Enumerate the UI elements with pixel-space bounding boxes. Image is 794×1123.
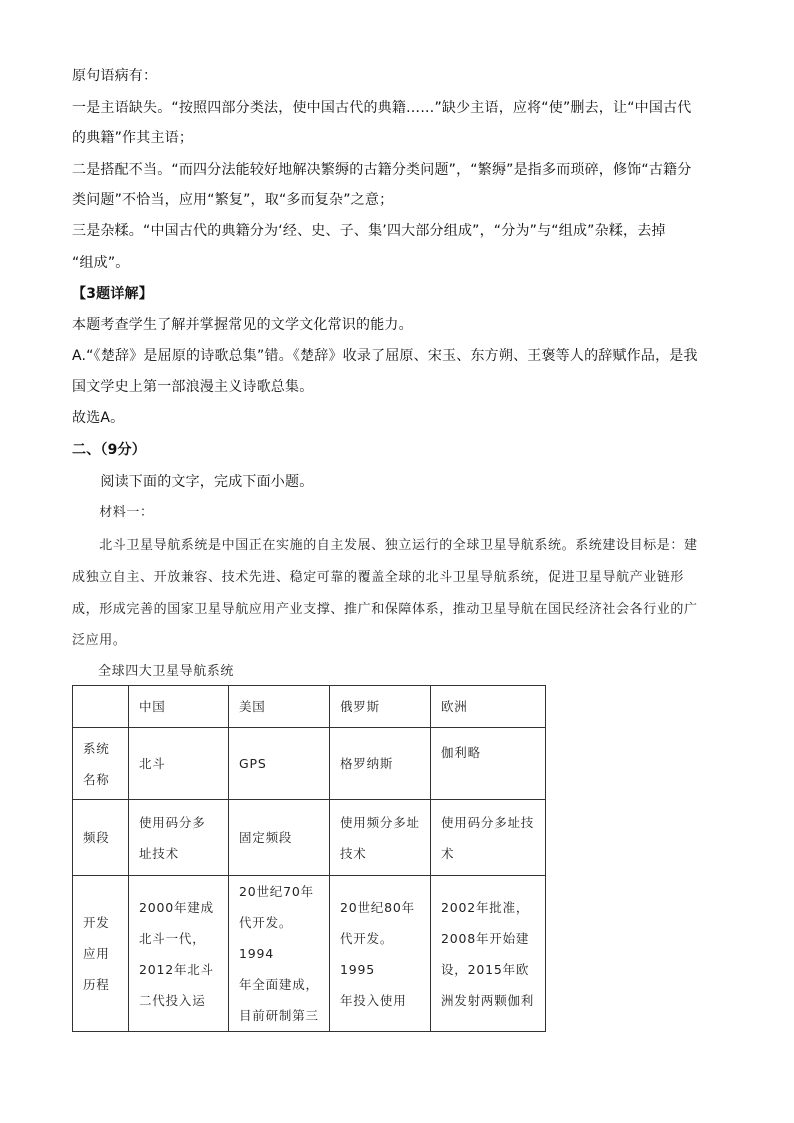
table-cell: 格罗纳斯 (330, 728, 431, 800)
navigation-systems-table (72, 685, 546, 1032)
table-row (73, 876, 546, 1032)
table-header-cell: 中国 (129, 686, 229, 728)
material-line: 泛应用。 (72, 633, 127, 648)
text-line: 类问题”不恰当，应用“繁复”，取“多而复杂”之意； (72, 192, 394, 208)
table-cell: 北斗 (129, 728, 229, 800)
row-label: 系统 名称 (73, 728, 129, 800)
table-cell: 2002年批准， 2008年开始建 设，2015年欧 洲发射两颗伽利 (431, 876, 546, 1032)
table-header-cell: 欧洲 (431, 686, 546, 728)
text-line: 的典籍”作其主语； (72, 130, 194, 146)
table-row (73, 728, 546, 800)
text-line: 一是主语缺失。“按照四部分类法，使中国古代的典籍……”缺少主语，应将“使”删去，让“中国古代 (72, 100, 692, 116)
table-cell: 2000年建成 北斗一代， 2012年北斗 二代投入运 (129, 876, 229, 1032)
table-row (73, 800, 546, 876)
text-line: 三是杂糅。“中国古代的典籍分为‘经、史、子、集’四大部分组成”，“分为”与“组成”杂糅，去掉 (72, 223, 666, 239)
table-header-cell: 俄罗斯 (330, 686, 431, 728)
table-cell: 20世纪70年 代开发。1994 年全面建成， 目前研制第三 (229, 876, 330, 1032)
row-label: 频段 (73, 800, 129, 876)
text-line: “组成”。 (72, 255, 130, 271)
row-label: 开发 应用 历程 (73, 876, 129, 1032)
text-line: A.“《楚辞》是屈原的诗歌总集”错。《楚辞》收录了屈原、宋玉、东方朔、王褒等人的辞赋作品，是我 (72, 348, 698, 364)
material-line: 成，形成完善的国家卫星导航应用产业支撑、推广和保障体系，推动卫星导航在国民经济社会各行业的广 (72, 602, 698, 617)
table-header-row (73, 686, 546, 728)
table-caption: 全球四大卫星导航系统 (98, 664, 235, 679)
table-cell: 固定频段 (229, 800, 330, 876)
table-cell: 20世纪80年 代开发。1995 年投入使用 (330, 876, 431, 1032)
text-line: 本题考查学生了解并掌握常见的文学文化常识的能力。 (72, 317, 413, 333)
table-cell: 使用频分多址 技术 (330, 800, 431, 876)
table-header-cell (73, 686, 129, 728)
text-line: 故选A。 (72, 410, 125, 426)
instruction-line: 阅读下面的文字，完成下面小题。 (72, 474, 314, 490)
text-line: 二是搭配不当。“而四分法能较好地解决繁缛的古籍分类问题”，“繁缛”是指多而琐碎，修饰“古籍分 (72, 162, 692, 178)
material-line: 成独立自主、开放兼容、技术先进、稳定可靠的覆盖全球的北斗卫星导航系统，促进卫星导航产业链形 (72, 570, 685, 585)
text-line: 国文学史上第一部浪漫主义诗歌总集。 (72, 379, 314, 395)
text-line: 原句语病有： (72, 68, 158, 84)
table-cell: 使用码分多 址技术 (129, 800, 229, 876)
table-header-cell: 美国 (229, 686, 330, 728)
material-label: 材料一： (72, 505, 154, 520)
section-heading: 【3题详解】 (72, 286, 153, 302)
material-line: 北斗卫星导航系统是中国正在实施的自主发展、独立运行的全球卫星导航系统。系统建设目标是：建 (72, 538, 698, 553)
table-cell: 伽利略 (431, 728, 546, 800)
table-cell: GPS (229, 728, 330, 800)
section-heading: 二、（9分） (72, 442, 146, 458)
table-cell: 使用码分多址技 术 (431, 800, 546, 876)
